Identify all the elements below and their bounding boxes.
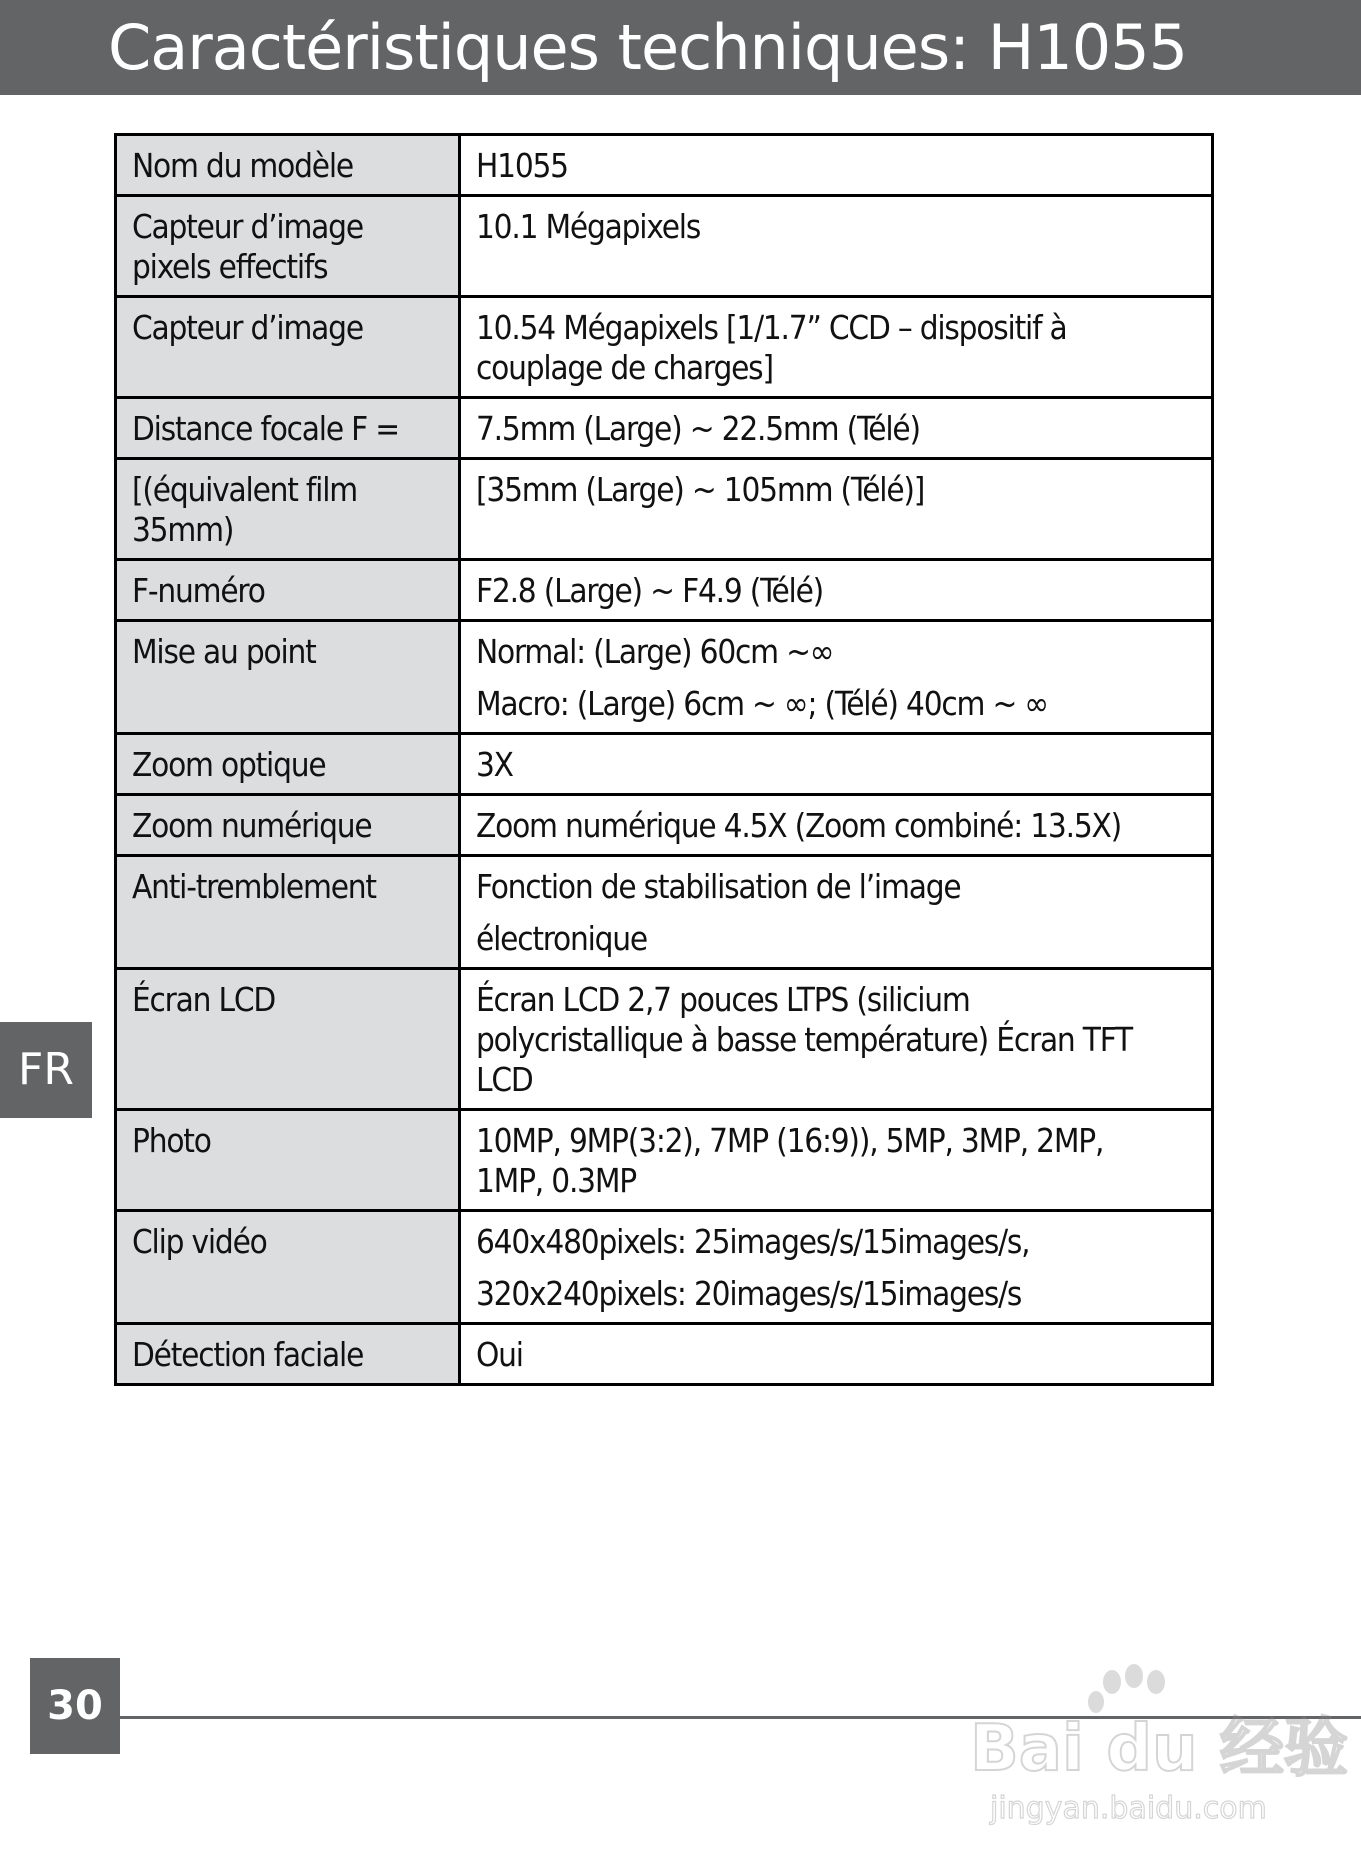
spec-row [116, 969, 1213, 1110]
spec-label [116, 560, 460, 621]
spec-value-line: 1MP, 0.3MP [476, 1161, 636, 1200]
spec-row [116, 398, 1213, 459]
spec-label [116, 135, 460, 196]
spec-value-line: polycristallique à basse température) Écran TFT [476, 1020, 1132, 1059]
spec-value [460, 398, 1213, 459]
spec-value-line: Macro: (Large) 6cm ~ ∞; (Télé) 40cm ~ ∞ [476, 684, 1048, 723]
spec-label-line: Mise au point [132, 632, 316, 671]
spec-value-line: couplage de charges] [476, 348, 773, 387]
spec-value-line: Normal: (Large) 60cm ~∞ [476, 632, 834, 671]
spec-value-line: 10.54 Mégapixels [1/1.7” CCD – dispositif à [476, 308, 1067, 347]
spec-value-line: 10.1 Mégapixels [476, 207, 701, 246]
spec-label-line: Distance focale F = [132, 409, 399, 448]
spec-value [460, 1211, 1213, 1324]
spec-label-line: Anti-tremblement [132, 867, 376, 906]
spec-label [116, 795, 460, 856]
spec-value-line: [35mm (Large) ~ 105mm (Télé)] [476, 470, 925, 509]
spec-value [460, 969, 1213, 1110]
spec-label [116, 1324, 460, 1385]
spec-value [460, 734, 1213, 795]
spec-label-line: pixels effectifs [132, 247, 328, 286]
spec-label [116, 734, 460, 795]
spec-value-line: 640x480pixels: 25images/s/15images/s, [476, 1222, 1030, 1261]
spec-value [460, 459, 1213, 560]
spec-row [116, 734, 1213, 795]
spec-row [116, 1324, 1213, 1385]
spec-label [116, 196, 460, 297]
spec-value-line: 3X [476, 745, 513, 784]
spec-row [116, 795, 1213, 856]
spec-label [116, 459, 460, 560]
spec-value-line: Fonction de stabilisation de l’image [476, 867, 961, 906]
spec-label [116, 398, 460, 459]
spec-label-line: [(équivalent film [132, 470, 357, 509]
spec-value [460, 1324, 1213, 1385]
spec-label-line: 35mm) [132, 510, 234, 549]
spec-label-line: Clip vidéo [132, 1222, 267, 1261]
spec-value [460, 297, 1213, 398]
spec-row [116, 621, 1213, 734]
spec-value [460, 560, 1213, 621]
spec-row [116, 560, 1213, 621]
spec-row [116, 297, 1213, 398]
spec-label [116, 856, 460, 969]
spec-label-line: Capteur d’image [132, 308, 363, 347]
spec-label-line: Détection faciale [132, 1335, 364, 1374]
spec-value-line: Écran LCD 2,7 pouces LTPS (silicium [476, 980, 970, 1019]
spec-value-line: Oui [476, 1335, 523, 1374]
spec-label [116, 297, 460, 398]
spec-value-line: 10MP, 9MP(3:2), 7MP (16:9)), 5MP, 3MP, 2MP, [476, 1121, 1104, 1160]
spec-value [460, 1110, 1213, 1211]
language-tab: FR [0, 1022, 92, 1118]
spec-label-line: Zoom optique [132, 745, 326, 784]
spec-label-line: Nom du modèle [132, 146, 353, 185]
spec-value-line: F2.8 (Large) ~ F4.9 (Télé) [476, 571, 824, 610]
spec-value-line: H1055 [476, 146, 568, 185]
page-number: 30 [30, 1658, 120, 1754]
spec-row [116, 459, 1213, 560]
spec-label [116, 1110, 460, 1211]
spec-label-line: Photo [132, 1121, 211, 1160]
spec-value-line: Zoom numérique 4.5X (Zoom combiné: 13.5X) [476, 806, 1122, 845]
spec-label-line: Capteur d’image [132, 207, 363, 246]
spec-value-line: LCD [476, 1060, 533, 1099]
page-title: Caractéristiques techniques: H1055 [108, 11, 1188, 84]
baidu-watermark [960, 1660, 1348, 1830]
spec-value [460, 621, 1213, 734]
spec-value-line: 7.5mm (Large) ~ 22.5mm (Télé) [476, 409, 920, 448]
spec-value [460, 795, 1213, 856]
spec-label [116, 969, 460, 1110]
spec-table [114, 133, 1214, 1386]
spec-table-body [116, 135, 1213, 1385]
spec-value [460, 135, 1213, 196]
spec-row [116, 196, 1213, 297]
spec-value [460, 856, 1213, 969]
watermark-brand: Bai du 经验 [970, 1712, 1348, 1786]
spec-label-line: Zoom numérique [132, 806, 372, 845]
spec-label-line: F-numéro [132, 571, 265, 610]
spec-label [116, 621, 460, 734]
spec-value-line: 320x240pixels: 20images/s/15images/s [476, 1274, 1022, 1313]
spec-value-line: électronique [476, 919, 647, 958]
watermark-url: jingyan.baidu.com [990, 1791, 1267, 1826]
spec-value [460, 196, 1213, 297]
spec-row [116, 1110, 1213, 1211]
spec-row [116, 135, 1213, 196]
spec-label [116, 1211, 460, 1324]
title-bar [0, 0, 1361, 95]
spec-row [116, 856, 1213, 969]
spec-row [116, 1211, 1213, 1324]
spec-label-line: Écran LCD [132, 980, 276, 1019]
